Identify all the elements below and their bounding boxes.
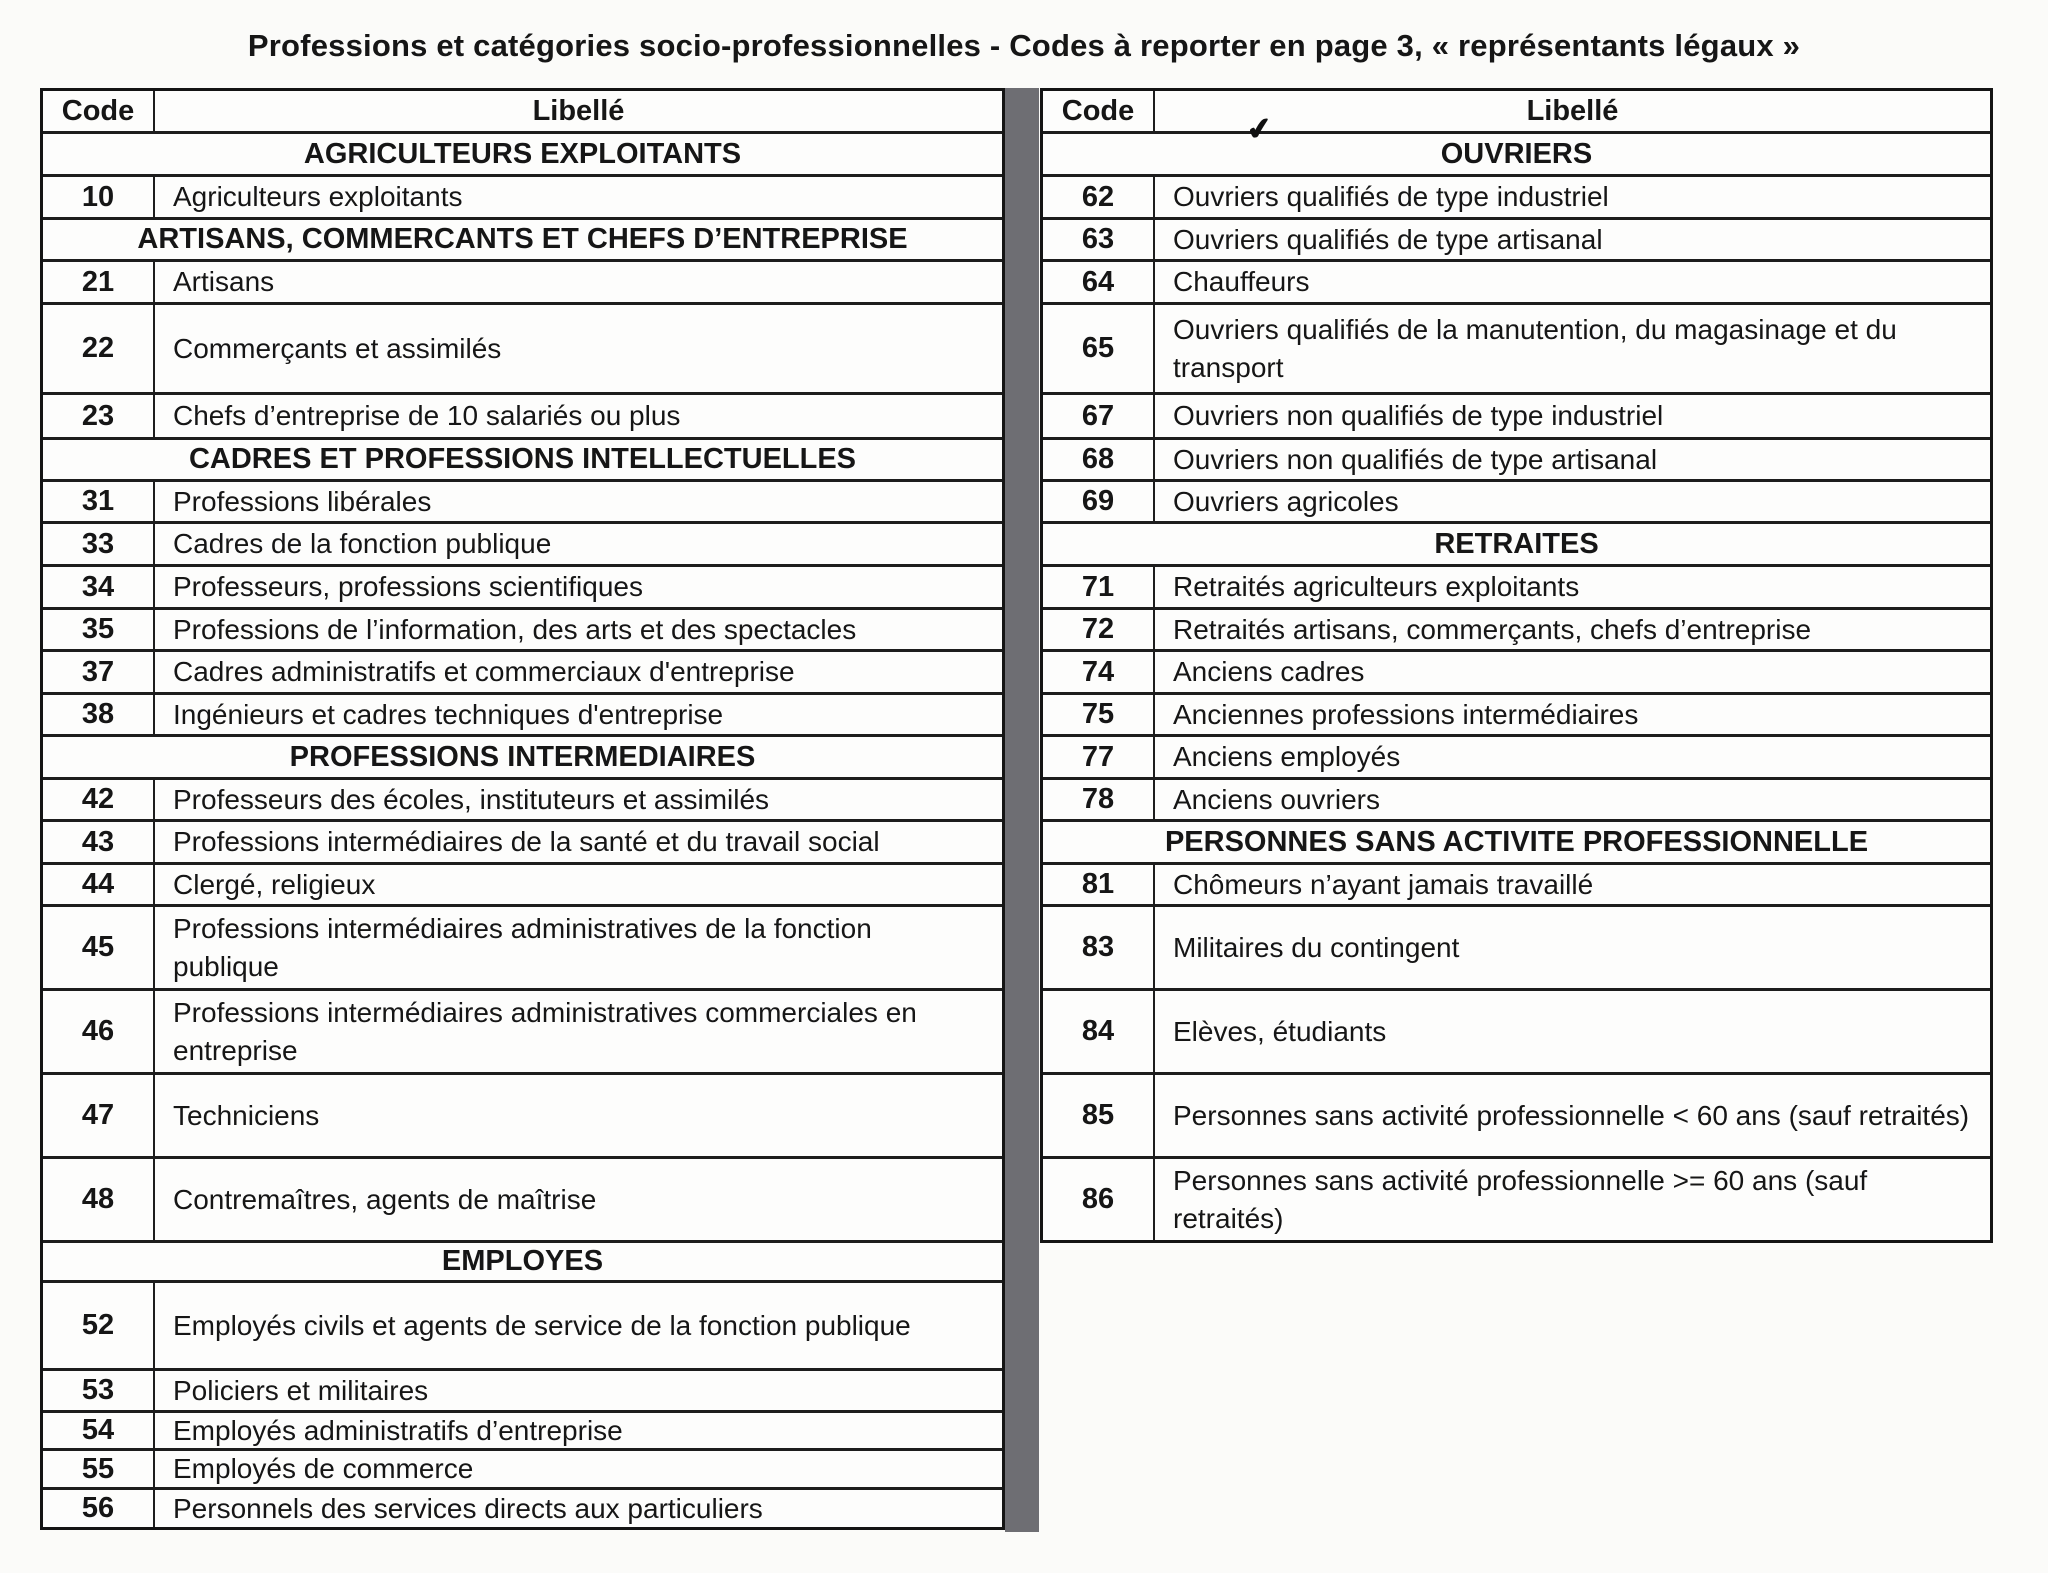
label-cell: Agriculteurs exploitants [153,177,1002,217]
section-title: AGRICULTEURS EXPLOITANTS [303,137,742,170]
code-cell: 67 [1081,399,1115,432]
section-title: PROFESSIONS INTERMEDIAIRES [289,740,756,773]
label-cell: Militaires du contingent [1153,907,1990,988]
label-cell: Professeurs des écoles, instituteurs et assimilés [153,780,1002,819]
code-cell: 33 [81,527,115,560]
code-cell: 35 [81,613,115,645]
label-cell: Clergé, religieux [153,865,1002,904]
label-cell: Professions intermédiaires administratives de la fonction publique [153,907,1002,988]
code-cell: 22 [81,332,115,364]
label-cell: Employés de commerce [153,1451,1002,1487]
code-column-header: Code [61,94,135,127]
label-cell: Contremaîtres, agents de maîtrise [153,1159,1002,1240]
section-header-row [1043,819,1990,862]
code-row [43,259,1002,302]
label-cell: Techniciens [153,1075,1002,1156]
label-cell: Ingénieurs et cadres techniques d'entreprise [153,695,1002,734]
code-row [1043,1156,1990,1240]
handwritten-checkmark-icon: ✔ [1244,111,1275,148]
code-row [1043,607,1990,649]
code-row [1043,437,1990,479]
code-row [43,1368,1002,1410]
table-header-row [1043,91,1990,148]
code-cell: 31 [81,485,115,517]
section-header-row [1043,521,1990,564]
label-cell: Anciens cadres [1153,652,1990,692]
code-cell: 48 [81,1183,115,1215]
code-row [1043,174,1990,217]
label-cell: Chômeurs n’ayant jamais travaillé [1153,865,1990,904]
label-cell: Cadres administratifs et commerciaux d'entreprise [153,652,1002,692]
label-cell: Anciens ouvriers [1153,780,1990,819]
code-cell: 45 [81,931,115,963]
code-cell: 54 [81,1414,115,1446]
label-cell: Chauffeurs [1153,262,1990,302]
code-row [43,777,1002,819]
code-row [43,1410,1002,1448]
label-cell: Elèves, étudiants [1153,991,1990,1072]
code-cell: 83 [1081,931,1115,963]
libelle-header-text: Libellé [1526,95,1619,127]
label-cell: Personnes sans activité professionnelle < 60 ans (sauf retraités) [1153,1075,1990,1156]
section-title: RETRAITES [1434,527,1599,560]
code-cell: 86 [1081,1183,1115,1215]
code-cell: 47 [81,1099,115,1131]
label-cell: Ouvriers qualifiés de la manutention, du magasinage et du transport [1153,305,1990,392]
code-cell: 21 [81,265,115,298]
label-cell: Professions de l’information, des arts et des spectacles [153,610,1002,649]
libelle-column-header: Libellé [153,91,1002,131]
code-cell: 71 [1081,570,1115,603]
left-code-table [40,88,1005,1530]
code-cell: 56 [81,1492,115,1524]
label-cell: Professeurs, professions scientifiques [153,567,1002,607]
label-cell: Professions intermédiaires administratives commerciales en entreprise [153,991,1002,1072]
code-row [43,1487,1002,1527]
label-cell: Retraités artisans, commerçants, chefs d’entreprise [1153,610,1990,649]
section-title: EMPLOYES [441,1245,604,1277]
code-row [43,862,1002,904]
code-cell: 75 [1081,698,1115,730]
section-header-row [43,1240,1002,1280]
code-row [1043,988,1990,1072]
code-cell: 38 [81,698,115,730]
code-row [43,904,1002,988]
code-cell: 55 [81,1452,115,1485]
code-row [43,1280,1002,1368]
code-row [43,607,1002,649]
code-cell: 74 [1081,655,1115,688]
code-cell: 68 [1081,443,1115,475]
section-title: OUVRIERS [1440,137,1593,170]
label-cell: Personnes sans activité professionnelle >= 60 ans (sauf retraités) [1153,1159,1990,1240]
code-cell: 81 [1081,868,1115,900]
code-cell: 64 [1081,265,1115,298]
code-row [1043,904,1990,988]
code-cell: 53 [81,1374,115,1406]
code-row [43,819,1002,862]
section-title: ARTISANS, COMMERCANTS ET CHEFS D’ENTREPRISE [137,223,908,255]
code-cell: 52 [81,1309,115,1341]
label-cell: Employés administratifs d’entreprise [153,1413,1002,1448]
page-title: Professions et catégories socio-professionnelles - Codes à reporter en page 3, « représentants légaux » [247,28,1801,63]
code-cell: 43 [81,825,115,858]
code-row [1043,564,1990,607]
label-cell: Policiers et militaires [153,1371,1002,1410]
code-row [43,692,1002,734]
code-row [1043,777,1990,819]
code-row [1043,479,1990,521]
section-header-row [1043,131,1990,174]
code-row [43,649,1002,692]
code-row [43,564,1002,607]
label-cell: Professions libérales [153,482,1002,521]
code-row [43,521,1002,564]
code-row [1043,1072,1990,1156]
code-cell: 62 [1081,180,1115,213]
label-cell: Ouvriers qualifiés de type industriel [1153,177,1990,217]
code-row [1043,392,1990,437]
code-cell: 72 [1081,613,1115,645]
label-cell: Professions intermédiaires de la santé et du travail social [153,822,1002,862]
label-cell: Ouvriers qualifiés de type artisanal [1153,220,1990,259]
code-row [1043,302,1990,392]
label-cell: Anciens employés [1153,737,1990,777]
scan-divider-bar [1005,88,1039,1532]
code-row [1043,259,1990,302]
code-column-header: Code [1061,94,1135,127]
label-cell: Ouvriers non qualifiés de type artisanal [1153,440,1990,479]
label-cell: Ouvriers agricoles [1153,482,1990,521]
label-cell: Employés civils et agents de service de la fonction publique [153,1283,1002,1368]
section-header-row [43,734,1002,777]
code-row [43,1448,1002,1487]
label-cell: Personnels des services directs aux particuliers [153,1490,1002,1527]
code-cell: 37 [81,655,115,688]
code-row [1043,734,1990,777]
label-cell: Commerçants et assimilés [153,305,1002,392]
label-cell: Artisans [153,262,1002,302]
code-cell: 42 [81,783,115,815]
code-cell: 23 [81,399,115,432]
code-cell: 65 [1081,332,1115,364]
code-cell: 85 [1081,1099,1115,1131]
code-row [1043,862,1990,904]
section-title: PERSONNES SANS ACTIVITE PROFESSIONNELLE [1164,825,1869,858]
code-cell: 77 [1081,740,1115,773]
label-cell: Ouvriers non qualifiés de type industriel [1153,395,1990,437]
code-cell: 46 [81,1015,115,1047]
code-cell: 10 [81,180,115,213]
code-cell: 44 [81,868,115,900]
code-row [1043,692,1990,734]
section-title: CADRES ET PROFESSIONS INTELLECTUELLES [188,443,857,475]
label-cell: Chefs d’entreprise de 10 salariés ou plus [153,395,1002,437]
code-row [43,1156,1002,1240]
section-header-row [43,437,1002,479]
code-row [1043,217,1990,259]
label-cell: Retraités agriculteurs exploitants [1153,567,1990,607]
code-row [43,392,1002,437]
code-cell: 63 [1081,223,1115,255]
code-row [1043,649,1990,692]
code-row [43,479,1002,521]
section-header-row [43,131,1002,174]
label-cell: Anciennes professions intermédiaires [1153,695,1990,734]
code-cell: 69 [1081,485,1115,517]
code-row [43,302,1002,392]
section-header-row [43,217,1002,259]
code-cell: 78 [1081,783,1115,815]
code-row [43,988,1002,1072]
code-cell: 34 [81,570,115,603]
code-row [43,174,1002,217]
libelle-column-header [1153,91,1990,148]
right-code-table [1040,88,1993,1243]
label-cell: Cadres de la fonction publique [153,524,1002,564]
code-row [43,1072,1002,1156]
table-header-row [43,91,1002,131]
code-cell: 84 [1081,1015,1115,1047]
